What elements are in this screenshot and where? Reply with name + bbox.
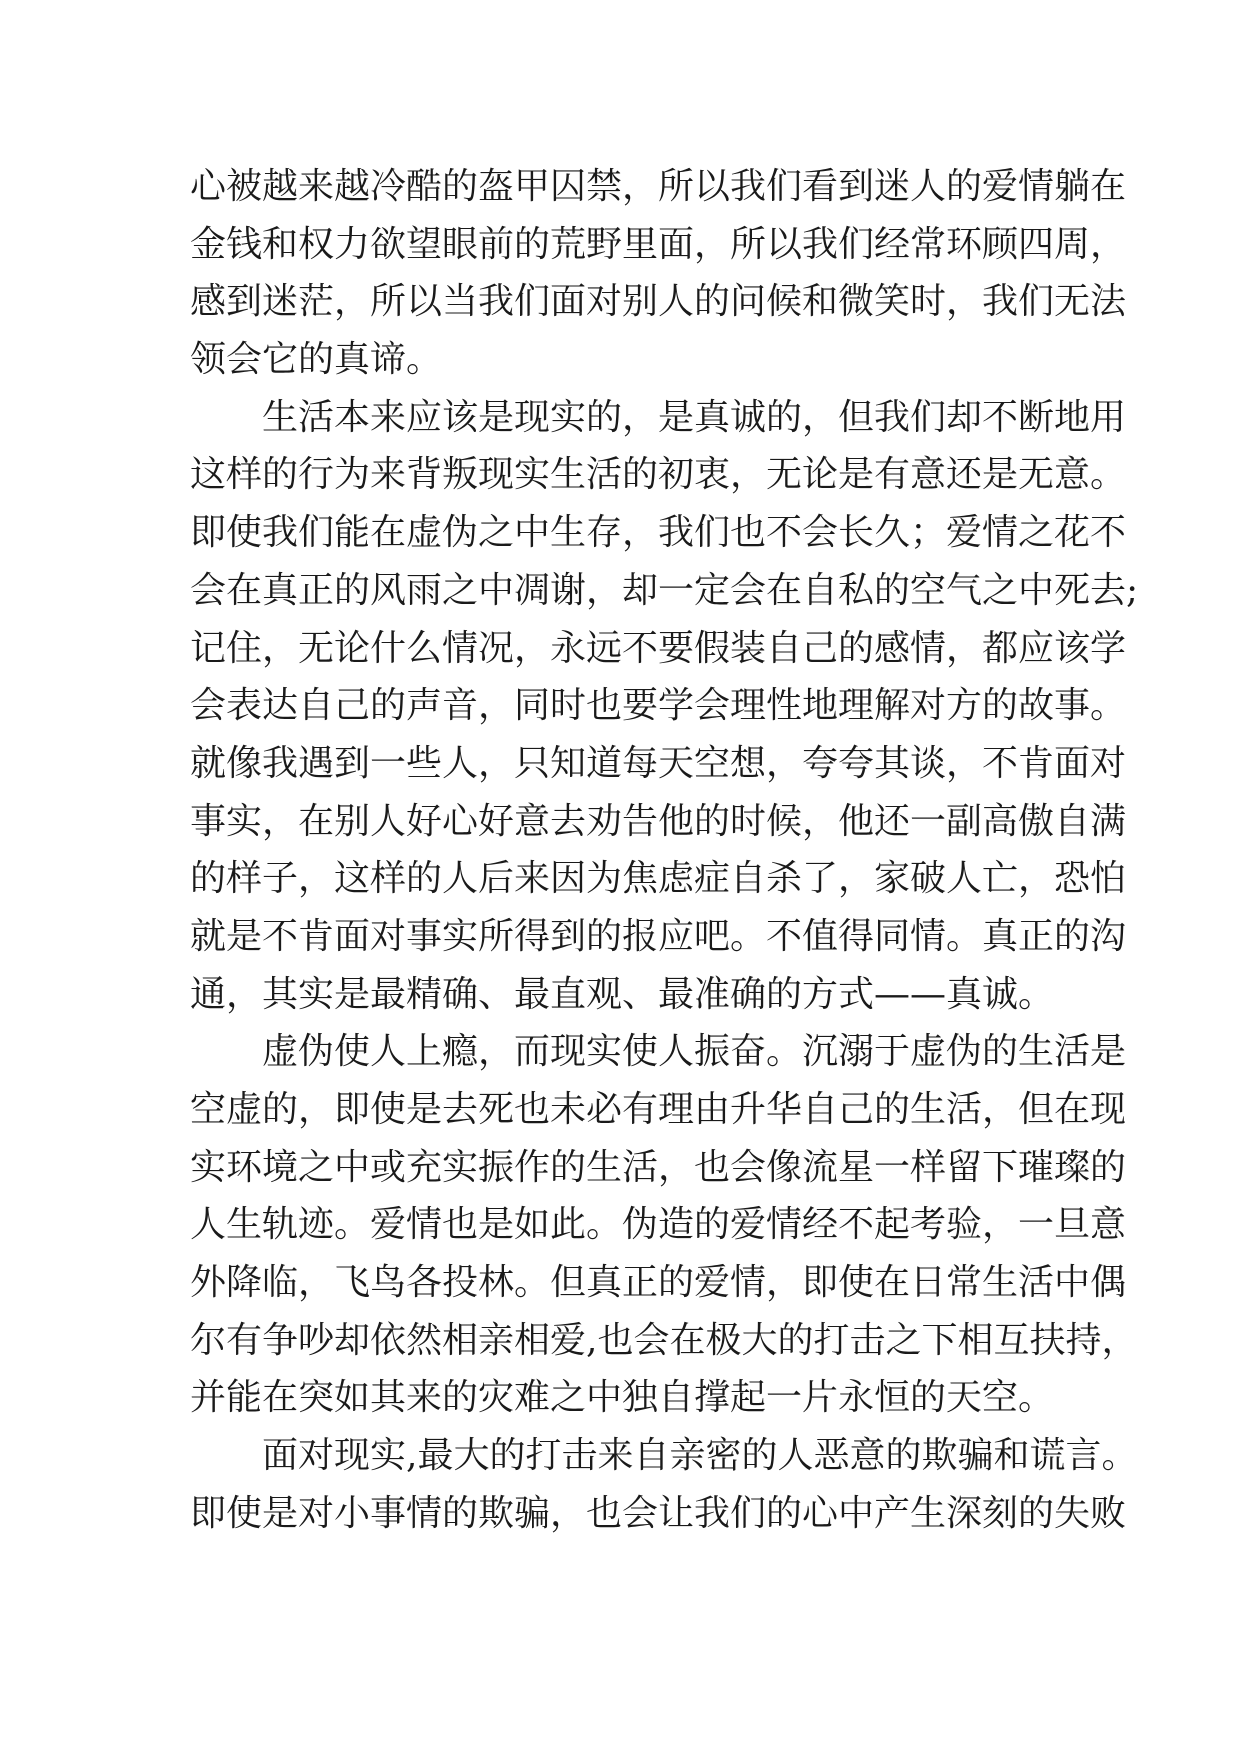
- text-line: 这样的行为来背叛现实生活的初衷，无论是有意还是无意。: [190, 454, 1127, 496]
- text-line: 心被越来越冷酷的盔甲囚禁，所以我们看到迷人的爱情躺在: [190, 166, 1127, 207]
- text-line: 感到迷茫，所以当我们面对别人的问候和微笑时，我们无法: [190, 281, 1127, 323]
- text-line: 记住，无论什么情况，永远不要假装自己的感情，都应该学: [190, 627, 1127, 669]
- text-line: 会在真正的风雨之中凋谢，却一定会在自私的空气之中死去;: [190, 569, 1139, 611]
- text-line: 空虚的，即使是去死也未必有理由升华自己的生活，但在现: [190, 1089, 1127, 1130]
- paragraph-first-line: 面对现实,最大的打击来自亲密的人恶意的欺骗和谎言。: [262, 1435, 1138, 1477]
- body-text: [190, 158, 1139, 1543]
- text-line: 尔有争吵却依然相亲相爱,也会在极大的打击之下相互扶持，: [190, 1319, 1138, 1361]
- text-line: 外降临，飞鸟各投林。但真正的爱情，即使在日常生活中偶: [190, 1262, 1127, 1304]
- text-line: 通，其实是最精确、最直观、最准确的方式——真诚。: [190, 973, 1055, 1015]
- text-line: 事实，在别人好心好意去劝告他的时候，他还一副高傲自满: [190, 800, 1127, 842]
- paragraph-first-line: 生活本来应该是现实的，是真诚的，但我们却不断地用: [262, 396, 1127, 438]
- text-line: 领会它的真谛。: [190, 339, 443, 381]
- text-line: 会表达自己的声音，同时也要学会理性地理解对方的故事。: [190, 685, 1127, 727]
- text-line: 就像我遇到一些人，只知道每天空想，夸夸其谈，不肯面对: [190, 742, 1127, 784]
- text-line: 人生轨迹。爱情也是如此。伪造的爱情经不起考验，一旦意: [190, 1204, 1127, 1246]
- text-line: 并能在突如其来的灾难之中独自撑起一片永恒的天空。: [190, 1377, 1055, 1419]
- text-line: 金钱和权力欲望眼前的荒野里面，所以我们经常环顾四周，: [190, 223, 1127, 265]
- text-line: 就是不肯面对事实所得到的报应吧。不值得同情。真正的沟: [190, 915, 1127, 957]
- paragraph-first-line: 虚伪使人上瘾，而现实使人振奋。沉溺于虚伪的生活是: [262, 1031, 1127, 1073]
- text-line: 即使是对小事情的欺骗，也会让我们的心中产生深刻的失败: [190, 1492, 1127, 1534]
- text-line: 即使我们能在虚伪之中生存，我们也不会长久；爱情之花不: [190, 512, 1127, 554]
- text-line: 实环境之中或充实振作的生活，也会像流星一样留下璀璨的: [190, 1146, 1127, 1188]
- text-line: 的样子，这样的人后来因为焦虑症自杀了，家破人亡，恐怕: [190, 858, 1127, 900]
